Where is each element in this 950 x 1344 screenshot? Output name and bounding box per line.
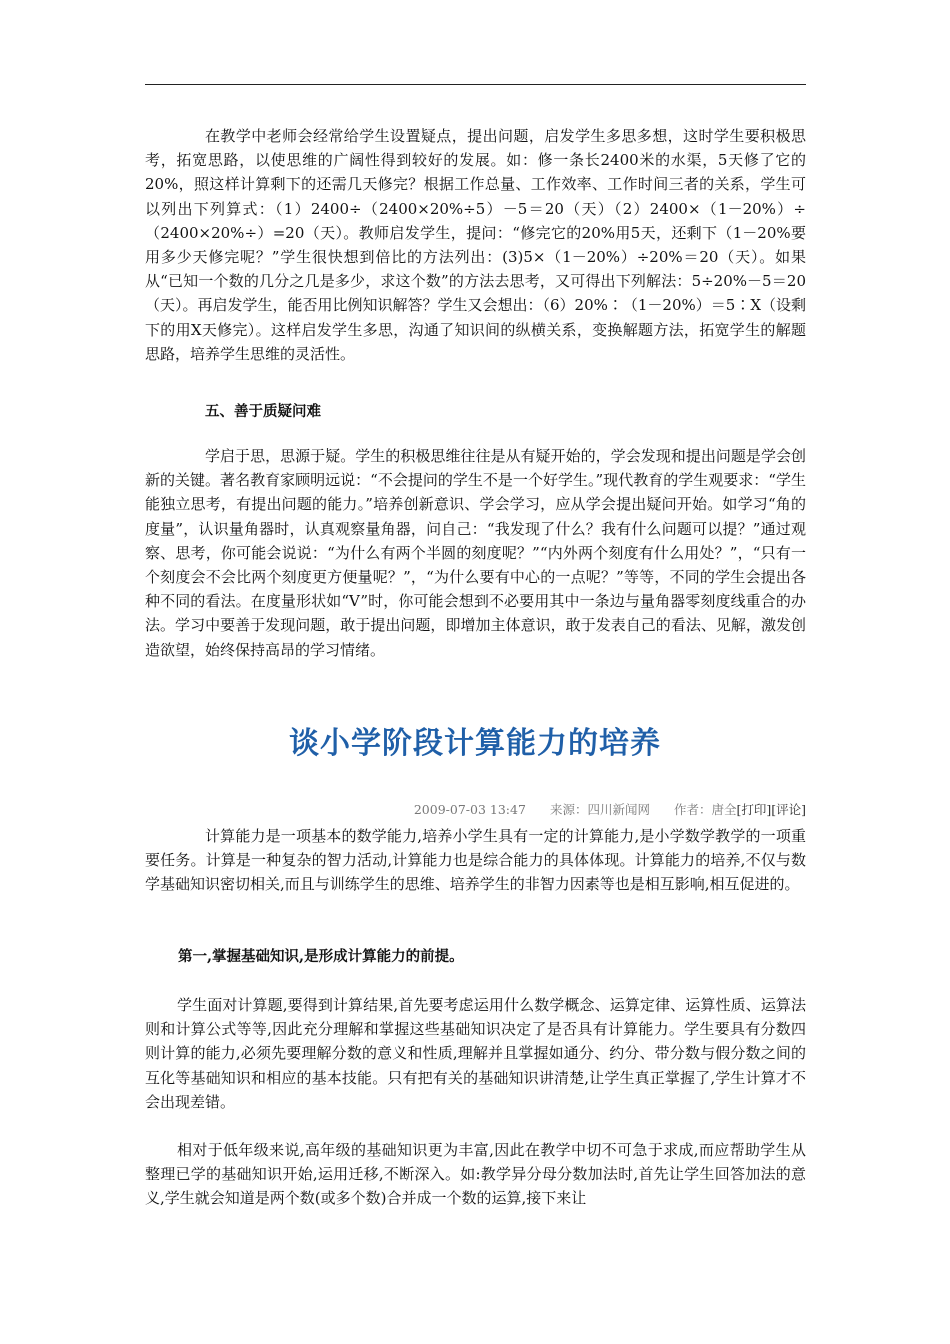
article-meta xyxy=(414,800,806,818)
header-rule xyxy=(145,84,806,85)
section-heading-basics: 第一,掌握基础知识,是形成计算能力的前提。 xyxy=(178,948,464,965)
article-date: 2009-07-03 13:47 xyxy=(413,802,526,817)
section-heading-questioning: 五、善于质疑问难 xyxy=(205,403,321,420)
paragraph-problem-solving: 在教学中老师会经常给学生设置疑点，提出问题，启发学生多思多想，这时学生要积极思考，拓宽思路，以使思维的广阔性得到较好的发展。如：修一条长2400米的水渠，5天修了它的20%，照这样计算剩下的还需几天修完？根据工作总量、工作效率、工作时间三者的关系，学生可以列出下列算式：（1）2400÷（2400×20%÷5）－5＝20（天）（2）2400×（1－20%）÷（2400×20%÷）=20（天）。教师启发学生，提问：“修完它的20%用5天，还剩下（1－20%要用多少天修完呢？”学生很快想到倍比的方法列出：(3)5×（1－20%）÷20%＝20（天）。如果从“已知一个数的几分之几是多少，求这个数”的方法去思考，又可得出下列解法：5÷20%－5＝20（天）。再启发学生，能否用比例知识解答？学生又会想出：（6）20%∶（1－20%）＝5∶X（设剩下的用X天修完）。这样启发学生多思，沟通了知识间的纵横关系，变换解题方法，拓宽学生的解题思路，培养学生思维的灵活性。 xyxy=(145,127,806,363)
paragraph-questioning: 学启于思，思源于疑。学生的积极思维往往是从有疑开始的，学会发现和提出问题是学会创新的关键。著名教育家顾明远说：“不会提问的学生不是一个好学生。”现代教育的学生观要求：“学生能独立思考，有提出问题的能力。”培养创新意识、学会学习，应从学会提出疑问开始。如学习“角的度量”，认识量角器时，认真观察量角器，问自己：“我发现了什么？我有什么问题可以提？”通过观察、思考，你可能会说说：“为什么有两个半圆的刻度呢？”“内外两个刻度有什么用处？”，“只有一个刻度会不会比两个刻度更方便量呢？”，“为什么要有中心的一点呢？”等等，不同的学生会提出各种不同的看法。在度量形状如“V”时，你可能会想到不必要用其中一条边与量角器零刻度线重合的办法。学习中要善于发现问题，敢于提出问题，即增加主体意识，敢于发表自己的看法、见解，激发创造欲望，始终保持高昂的学习情绪。 xyxy=(145,447,806,659)
paragraph-basics: 学生面对计算题,要得到计算结果,首先要考虑运用什么数学概念、运算定律、运算性质、运算法则和计算公式等等,因此充分理解和掌握这些基础知识决定了是否具有计算能力。学生要具有分数四则计算的能力,必须先要理解分数的意义和性质,理解并且掌握如通分、约分、带分数与假分数之间的互化等基础知识和相应的基本技能。只有把有关的基础知识讲清楚,让学生真正掌握了,学生计算才不会出现差错。 xyxy=(145,996,806,1111)
article-source: 来源：四川新闻网 xyxy=(549,802,650,817)
print-link[interactable]: [打印] xyxy=(736,802,772,817)
paragraph-intro: 计算能力是一项基本的数学能力,培养小学生具有一定的计算能力,是小学数学教学的一项重要任务。计算是一种复杂的智力活动,计算能力也是综合能力的具体体现。计算能力的培养,不仅与数学基础知识密切相关,而且与训练学生的思维、培养学生的非智力因素等也是相互影响,相互促进的。 xyxy=(145,827,806,894)
article-title: 谈小学阶段计算能力的培养 xyxy=(289,726,661,761)
article-author: 作者：唐全 xyxy=(673,802,737,817)
comment-link[interactable]: [评论] xyxy=(771,802,806,817)
paragraph-higher-grades: 相对于低年级来说,高年级的基础知识更为丰富,因此在教学中切不可急于求成,而应帮助学生从整理已学的基础知识开始,运用迁移,不断深入。如:教学异分母分数加法时,首先让学生回答加法的意义,学生就会知道是两个数(或多个数)合并成一个数的运算,接下来让 xyxy=(145,1141,806,1208)
